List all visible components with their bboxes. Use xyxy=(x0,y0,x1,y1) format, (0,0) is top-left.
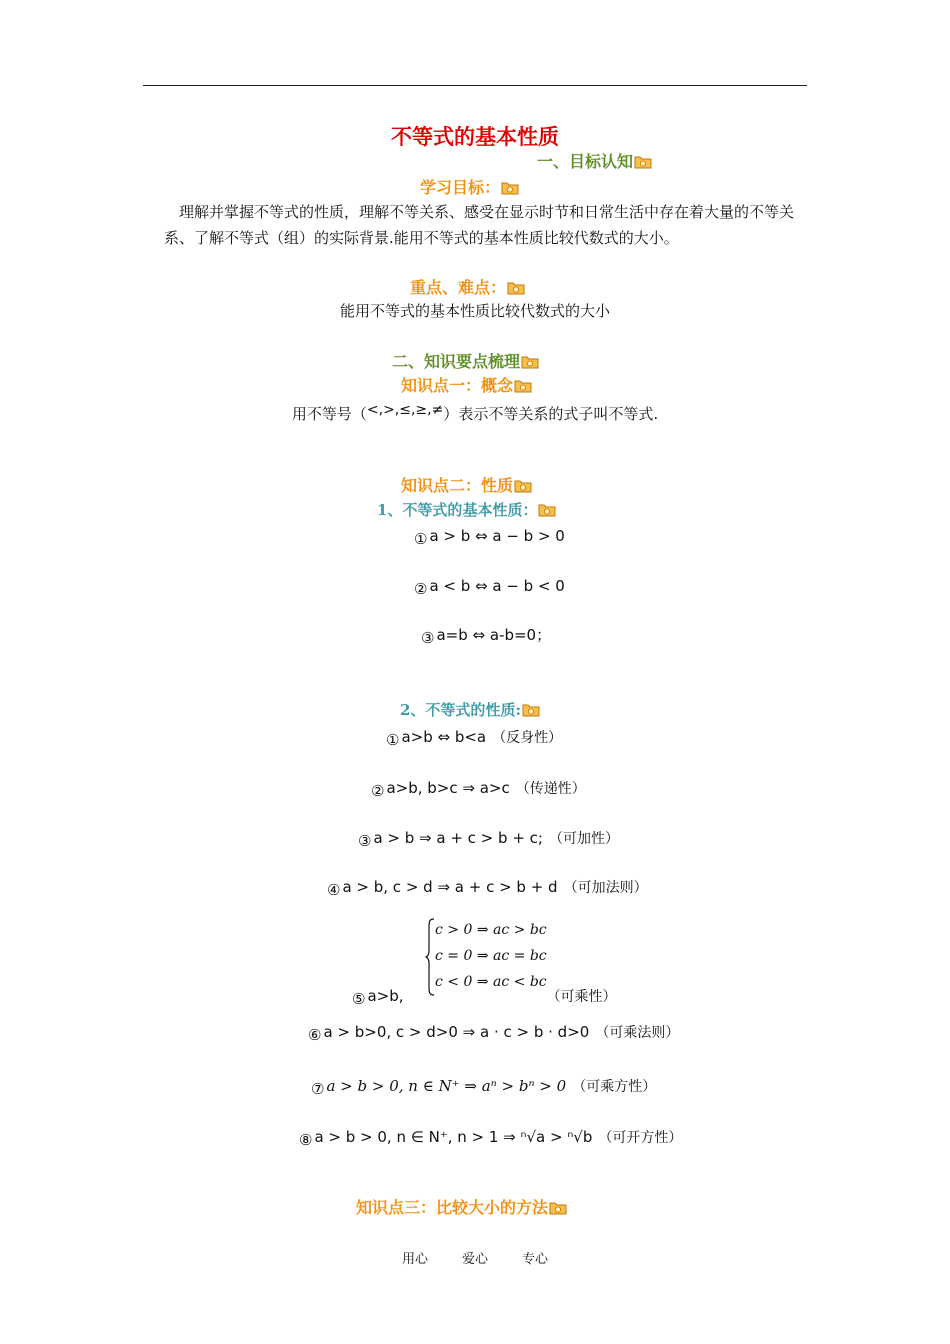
formula: a > b>0, c > d>0 ⇒ a · c > b · d>0 xyxy=(323,1023,590,1041)
formula: a > b ⇒ a + c > b + c; xyxy=(373,829,543,847)
folder-star-icon xyxy=(549,1201,567,1215)
formula: a>b, xyxy=(367,987,404,1005)
basic-property xyxy=(421,625,551,645)
folder-star-icon xyxy=(538,503,556,517)
section-knowledge-label: 二、知识要点梳理 xyxy=(392,352,521,371)
page-title: 不等式的基本性质 xyxy=(391,125,559,149)
properties-heading-label: 2、不等式的性质: xyxy=(400,701,521,719)
property-root xyxy=(299,1127,682,1148)
key-heading-label: 重点、难点： xyxy=(410,278,507,297)
footer-word: 用心 xyxy=(401,1252,428,1267)
item-number: ② xyxy=(414,580,428,598)
property-note: （反身性） xyxy=(492,730,563,746)
formula: a < b ⇔ a − b < 0 xyxy=(429,577,565,595)
property-note: （可加法则） xyxy=(563,880,648,896)
kp2-heading-label: 知识点二：性质 xyxy=(401,476,514,495)
kp1-definition xyxy=(0,404,950,425)
property-note: （可加性） xyxy=(548,831,619,847)
section-knowledge xyxy=(392,352,539,372)
header-rule xyxy=(143,85,807,86)
kp2-heading xyxy=(401,476,532,496)
item-number: ③ xyxy=(421,629,435,647)
formula-tail: ； xyxy=(536,626,552,644)
formula: a > b > 0, n ∈ N⁺ ⇒ aⁿ > bⁿ > 0 xyxy=(326,1077,567,1095)
folder-star-icon xyxy=(507,281,525,295)
item-number: ④ xyxy=(327,881,341,899)
property-addition-rule xyxy=(327,877,648,898)
item-number: ① xyxy=(386,731,400,749)
property-note: （可乘法则） xyxy=(595,1025,680,1041)
case-positive: c > 0 ⇒ ac > bc xyxy=(435,922,547,938)
left-brace-icon xyxy=(425,918,435,996)
item-number: ⑤ xyxy=(352,990,366,1008)
folder-star-icon xyxy=(522,703,540,717)
footer-word: 专心 xyxy=(522,1252,549,1267)
folder-star-icon xyxy=(514,379,532,393)
kp1-prefix: 用不等号（ xyxy=(291,405,367,423)
formula: a>b, b>c ⇒ a>c xyxy=(386,779,510,797)
item-number: ① xyxy=(414,530,428,548)
item-number: ⑧ xyxy=(299,1131,313,1149)
folder-star-icon xyxy=(634,155,652,169)
formula: a=b ⇔ a-b=0 xyxy=(436,626,537,644)
goal-heading-label: 学习目标： xyxy=(420,178,501,197)
property-note: （可开方性） xyxy=(598,1130,683,1146)
formula: a > b, c > d ⇒ a + c > b + d xyxy=(342,878,558,896)
formula: a > b > 0, n ∈ N⁺, n > 1 ⇒ ⁿ√a > ⁿ√b xyxy=(314,1128,593,1146)
folder-star-icon xyxy=(521,355,539,369)
basic-property xyxy=(414,576,565,596)
case-zero: c = 0 ⇒ ac = bc xyxy=(435,948,547,964)
property-additive xyxy=(358,828,619,849)
property-note: （可乘性） xyxy=(546,989,617,1005)
basic-property xyxy=(414,526,565,546)
kp1-suffix: ）表示不等关系的式子叫不等式. xyxy=(443,405,659,423)
property-note: （可乘方性） xyxy=(572,1079,657,1095)
kp3-heading-label: 知识点三：比较大小的方法 xyxy=(356,1198,549,1217)
kp3-heading xyxy=(356,1198,567,1218)
item-number: ③ xyxy=(358,832,372,850)
footer-word: 爱心 xyxy=(461,1252,488,1267)
folder-star-icon xyxy=(514,479,532,493)
key-text: 能用不等式的基本性质比较代数式的大小 xyxy=(339,302,610,320)
page-footer xyxy=(0,1248,950,1267)
kp1-heading xyxy=(401,376,532,396)
property-multiplication-rule xyxy=(308,1022,679,1043)
property-transitive xyxy=(371,778,586,799)
section-target xyxy=(537,152,652,172)
goal-heading xyxy=(420,178,519,198)
formula: a > b ⇔ a − b > 0 xyxy=(429,527,565,545)
item-number: ② xyxy=(371,782,385,800)
property-note: （传递性） xyxy=(515,781,586,797)
property-power xyxy=(311,1076,656,1097)
folder-star-icon xyxy=(501,181,519,195)
item-number: ⑦ xyxy=(311,1080,325,1098)
formula: a>b ⇔ b<a xyxy=(401,728,487,746)
key-heading xyxy=(410,278,525,298)
case-negative: c < 0 ⇒ ac < bc xyxy=(435,974,547,990)
goal-text: 理解并掌握不等式的性质，理解不等关系、感受在显示时节和日常生活中存在着大量的不等关系、了解不等式（组）的实际背景.能用不等式的基本性质比较代数式的大小。 xyxy=(164,203,795,247)
property-multiplicative xyxy=(352,986,617,1007)
basic-properties-heading xyxy=(377,500,556,520)
property-reflexive xyxy=(386,727,562,748)
section-target-label: 一、目标认知 xyxy=(537,152,634,171)
inequality-symbols: <,>,≤,≥,≠ xyxy=(366,402,444,418)
item-number: ⑥ xyxy=(308,1026,322,1044)
basic-heading-label: 1、不等式的基本性质： xyxy=(377,501,538,519)
kp1-heading-label: 知识点一：概念 xyxy=(401,376,514,395)
properties-heading xyxy=(400,700,540,720)
